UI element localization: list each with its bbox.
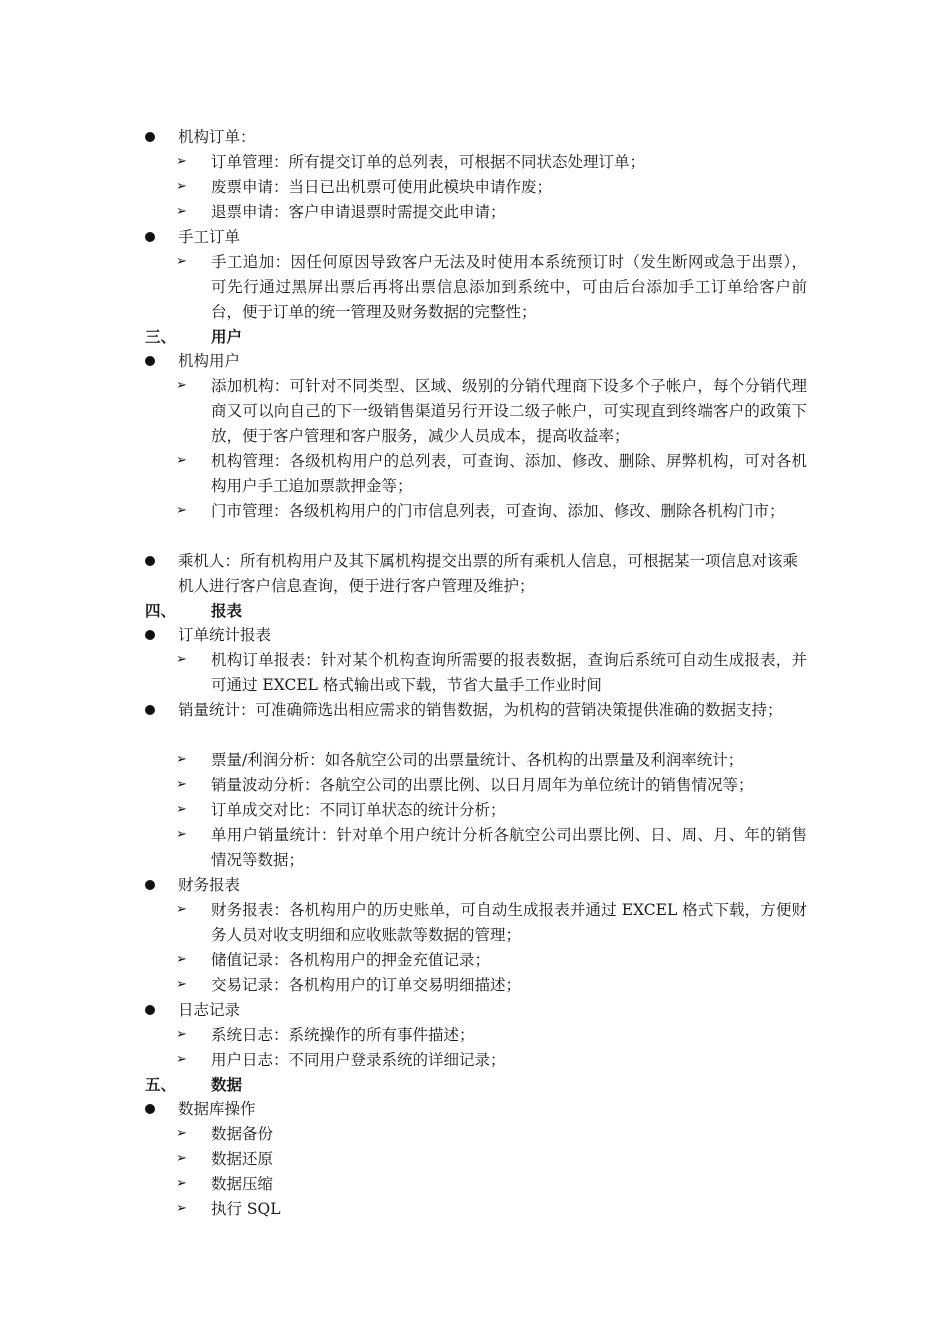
sub-item-text: 订单成交对比：不同订单状态的统计分析； xyxy=(211,801,506,819)
sub-item xyxy=(176,898,807,948)
sub-item-text: 数据备份 xyxy=(211,1125,274,1143)
section-title: 数据 xyxy=(211,1075,243,1094)
sub-item xyxy=(176,823,807,873)
bullet-item xyxy=(145,1097,807,1122)
bullet-item xyxy=(145,873,807,898)
sub-item-text: 数据还原 xyxy=(211,1150,274,1168)
sub-item-text: 手工追加：因任何原因导致客户无法及时使用本系统预订时（发生断网或急于出票），可先行通过黑屏出票后再将出票信息添加到系统中，可由后台添加手工订单给客户前台，便于订单的统一管理及财务数据的完整性； xyxy=(211,253,807,321)
sub-item-text: 用户日志：不同用户登录系统的详细记录； xyxy=(211,1051,506,1069)
section-title: 报表 xyxy=(211,601,243,620)
sub-item xyxy=(176,200,807,225)
bullet-item xyxy=(145,549,807,599)
bullet-item xyxy=(145,125,807,150)
arrow-bullet-icon: ➢ xyxy=(176,254,187,269)
bullet-text: 机构用户 xyxy=(178,352,241,370)
arrow-bullet-icon: ➢ xyxy=(176,503,187,518)
sub-item-text: 执行 SQL xyxy=(211,1200,281,1218)
sub-item-text: 数据压缩 xyxy=(211,1175,274,1193)
sub-item xyxy=(176,374,807,448)
sub-item-text: 财务报表：各机构用户的历史账单，可自动生成报表并通过 EXCEL 格式下载，方便财务人员对收支明细和应收账款等数据的管理； xyxy=(211,901,807,944)
bullet-text: 财务报表 xyxy=(178,876,241,894)
sub-item xyxy=(176,948,807,973)
sub-item-text: 销量波动分析：各航空公司的出票比例、以日月周年为单位统计的销售情况等； xyxy=(211,776,754,794)
sub-item xyxy=(176,499,807,524)
sub-item-text: 票量/利润分析：如各航空公司的出票量统计、各机构的出票量及利润率统计； xyxy=(211,751,744,769)
bullet-item xyxy=(145,623,807,648)
sub-item-text: 单用户销量统计：针对单个用户统计分析各航空公司出票比例、日、周、月、年的销售情况等数据； xyxy=(211,826,807,869)
arrow-bullet-icon: ➢ xyxy=(176,1052,187,1067)
sub-item xyxy=(176,748,807,773)
arrow-bullet-icon: ➢ xyxy=(176,777,187,792)
sub-item xyxy=(176,648,807,698)
sub-item-text: 交易记录：各机构用户的订单交易明细描述； xyxy=(211,976,522,994)
sub-item xyxy=(176,1197,807,1222)
arrow-bullet-icon: ➢ xyxy=(176,652,187,667)
sub-item xyxy=(176,250,807,324)
sub-item-text: 机构管理：各级机构用户的总列表，可查询、添加、修改、删除、屏弊机构，可对各机构用户手工追加票款押金等； xyxy=(211,452,807,495)
arrow-bullet-icon: ➢ xyxy=(176,827,187,842)
section-title: 用户 xyxy=(211,327,243,346)
sub-item xyxy=(176,1048,807,1073)
sub-item xyxy=(176,175,807,200)
arrow-bullet-icon: ➢ xyxy=(176,752,187,767)
section-heading xyxy=(145,1073,242,1098)
bullet-text: 销量统计：可准确筛选出相应需求的销售数据，为机构的营销决策提供准确的数据支持； xyxy=(178,701,783,719)
arrow-bullet-icon: ➢ xyxy=(176,179,187,194)
sub-item xyxy=(176,773,807,798)
arrow-bullet-icon: ➢ xyxy=(176,204,187,219)
arrow-bullet-icon: ➢ xyxy=(176,902,187,917)
sub-item xyxy=(176,973,807,998)
arrow-bullet-icon: ➢ xyxy=(176,952,187,967)
sub-item-text: 储值记录：各机构用户的押金充值记录； xyxy=(211,951,491,969)
sub-item xyxy=(176,1172,807,1197)
sub-item xyxy=(176,150,807,175)
bullet-text: 机构订单： xyxy=(178,128,256,146)
arrow-bullet-icon: ➢ xyxy=(176,453,187,468)
sub-item-text: 废票申请：当日已出机票可使用此模块申请作废； xyxy=(211,178,553,196)
bullet-item xyxy=(145,225,807,250)
section-number: 三、 xyxy=(145,327,177,346)
arrow-bullet-icon: ➢ xyxy=(176,154,187,169)
bullet-text: 乘机人：所有机构用户及其下属机构提交出票的所有乘机人信息，可根据某一项信息对该乘机人进行客户信息查询，便于进行客户管理及维护； xyxy=(178,552,799,595)
sub-item-text: 订单管理：所有提交订单的总列表，可根据不同状态处理订单； xyxy=(211,153,646,171)
section-number: 五、 xyxy=(145,1075,177,1094)
arrow-bullet-icon: ➢ xyxy=(176,802,187,817)
arrow-bullet-icon: ➢ xyxy=(176,1126,187,1141)
bullet-text: 数据库操作 xyxy=(178,1100,256,1118)
sub-item-text: 退票申请：客户申请退票时需提交此申请； xyxy=(211,203,506,221)
sub-item-text: 系统日志：系统操作的所有事件描述； xyxy=(211,1026,475,1044)
sub-item xyxy=(176,798,807,823)
arrow-bullet-icon: ➢ xyxy=(176,977,187,992)
sub-item xyxy=(176,1023,807,1048)
arrow-bullet-icon: ➢ xyxy=(176,1027,187,1042)
section-heading xyxy=(145,325,242,350)
section-number: 四、 xyxy=(145,601,177,620)
sub-item xyxy=(176,1147,807,1172)
arrow-bullet-icon: ➢ xyxy=(176,378,187,393)
sub-item xyxy=(176,1122,807,1147)
bullet-item xyxy=(145,698,807,723)
arrow-bullet-icon: ➢ xyxy=(176,1151,187,1166)
bullet-text: 订单统计报表 xyxy=(178,626,272,644)
sub-item-text: 门市管理：各级机构用户的门市信息列表，可查询、添加、修改、删除各机构门市； xyxy=(211,502,785,520)
bullet-text: 手工订单 xyxy=(178,228,241,246)
bullet-item xyxy=(145,998,807,1023)
sub-item-text: 机构订单报表：针对某个机构查询所需要的报表数据，查询后系统可自动生成报表，并可通过 EXCEL 格式输出或下载，节省大量手工作业时间 xyxy=(211,651,807,694)
arrow-bullet-icon: ➢ xyxy=(176,1176,187,1191)
section-heading xyxy=(145,599,242,624)
sub-item xyxy=(176,449,807,499)
sub-item-text: 添加机构：可针对不同类型、区域、级别的分销代理商下设多个子帐户，每个分销代理商又可以向自己的下一级销售渠道另行开设二级子帐户，可实现直到终端客户的政策下放，便于客户管理和客户服务，减少人员成本，提高收益率； xyxy=(211,377,807,445)
arrow-bullet-icon: ➢ xyxy=(176,1201,187,1216)
bullet-item xyxy=(145,349,807,374)
bullet-text: 日志记录 xyxy=(178,1001,241,1019)
